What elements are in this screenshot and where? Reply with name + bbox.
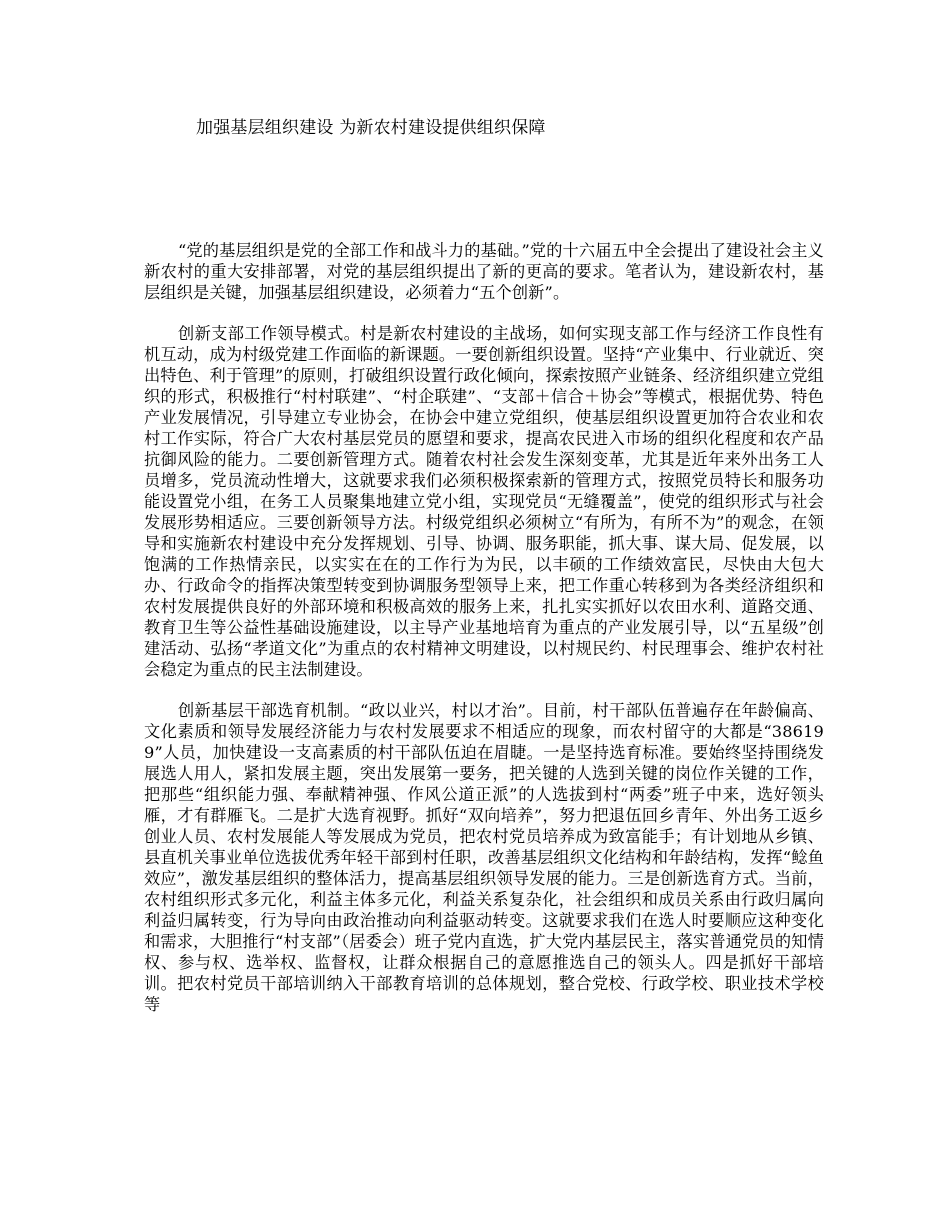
paragraph-cadre-selection: 创新基层干部选育机制。“政以业兴，村以才治”。目前，村干部队伍普遍存在年龄偏高、文化素质和领导发展经济能力与农村发展要求不相适应的现象，而农村留守的大都是“386199”人员，加快建设一支高素质的村干部队伍迫在眉睫。一是坚持选育标准。要始终坚持围绕发展选人用人，紧扣发展主题，突出发展第一要务，把关键的人选到关键的岗位作关键的工作，把那些“组织能力强、奉献精神强、作风公道正派”的人选拔到村“两委”班子中来，选好领头雁，才有群雁飞。二是扩大选育视野。抓好“双向培养”，努力把退伍回乡青年、外出务工返乡创业人员、农村发展能人等发展成为党员，把农村党员培养成为致富能手；有计划地从乡镇、县直机关事业单位选拔优秀年轻干部到村任职，改善基层组织文化结构和年龄结构，发挥“鲶鱼效应”，激发基层组织的整体活力，提高基层组织领导发展的能力。三是创新选育方式。当前，农村组织形式多元化，利益主体多元化，利益关系复杂化，社会组织和成员关系由行政归属向利益归属转变，行为导向由政治推动向利益驱动转变。这就要求我们在选人时要顺应这种变化和需求，大胆推行“村支部”（居委会）班子党内直选，扩大党内基层民主，落实普通党员的知情权、参与权、选举权、监督权，让群众根据自己的意愿推选自己的领头人。四是抓好干部培训。把农村党员干部培训纳入干部教育培训的总体规划，整合党校、行政学校、职业技术学校等 [144, 701, 824, 1014]
document-title: 加强基层组织建设 为新农村建设提供组织保障 [196, 118, 546, 138]
paragraph-branch-leadership: 创新支部工作领导模式。村是新农村建设的主战场，如何实现支部工作与经济工作良性有机互动，成为村级党建工作面临的新课题。一要创新组织设置。坚持“产业集中、行业就近、突出特色、利于管理”的原则，打破组织设置行政化倾向，探索按照产业链条、经济组织建立党组织的形式，积极推行“村村联建”、“村企联建”、“支部＋信合＋协会”等模式，根据优势、特色产业发展情况，引导建立专业协会，在协会中建立党组织，使基层组织设置更加符合农业和农村工作实际，符合广大农村基层党员的愿望和要求，提高农民进入市场的组织化程度和农产品抗御风险的能力。二要创新管理方式。随着农村社会发生深刻变革，尤其是近年来外出务工人员增多，党员流动性增大，这就要求我们必须积极探索新的管理方式，按照党员特长和服务功能设置党小组，在务工人员聚集地建立党小组，实现党员“无缝覆盖”，使党的组织形式与社会发展形势相适应。三要创新领导方法。村级党组织必须树立“有所为，有所不为”的观念，在领导和实施新农村建设中充分发挥规划、引导、协调、服务职能，抓大事、谋大局、促发展，以饱满的工作热情亲民，以实实在在的工作行为为民，以丰硕的工作绩效富民，尽快由大包大办、行政命令的指挥决策型转变到协调服务型领导上来，把工作重心转移到为各类经济组织和农村发展提供良好的外部环境和积极高效的服务上来，扎扎实实抓好以农田水利、道路交通、教育卫生等公益性基础设施建设，以主导产业基地培育为重点的产业发展引导，以“五星级”创建活动、弘扬“孝道文化”为重点的农村精神文明建设，以村规民约、村民理事会、维护农村社会稳定为重点的民主法制建设。 [144, 324, 824, 679]
paragraph-intro: “党的基层组织是党的全部工作和战斗力的基础。”党的十六届五中全会提出了建设社会主义新农村的重大安排部署，对党的基层组织提出了新的更高的要求。笔者认为，建设新农村，基层组织是关键，加强基层组织建设，必须着力“五个创新”。 [144, 241, 824, 302]
document-body [144, 240, 824, 1035]
